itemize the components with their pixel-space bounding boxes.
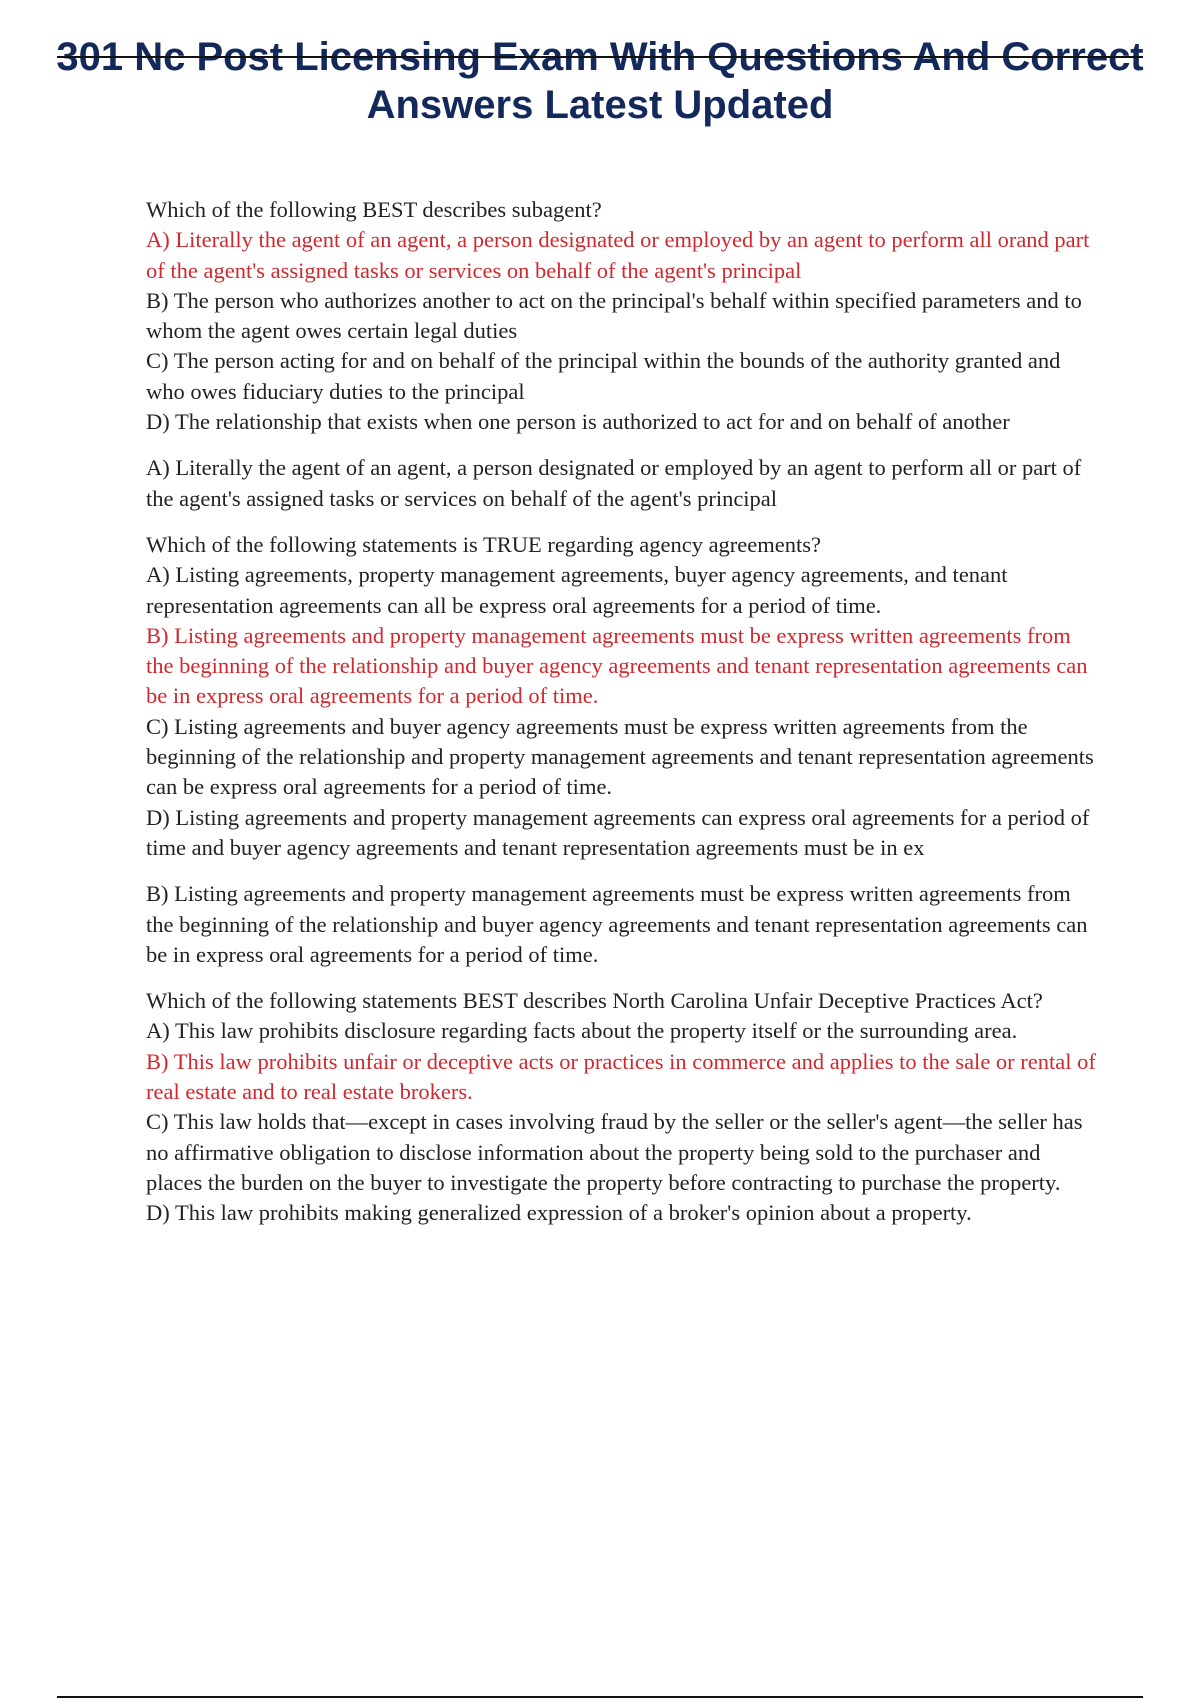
footer-divider	[57, 1696, 1143, 1698]
option-d: D) The relationship that exists when one person is authorized to act for and on behalf of another	[146, 409, 1010, 435]
title-line-2: Answers Latest Updated	[366, 82, 834, 127]
option-d: D) Listing agreements and property management agreements can express oral agreements for a period of time and buyer agency agreements and tenant representation agreements must be in ex	[146, 804, 1090, 860]
question-block-2	[146, 530, 1096, 863]
option-b: B) The person who authorizes another to act on the principal's behalf within specified parameters and to whom the agent owes certain legal duties	[146, 287, 1082, 344]
option-c: C) Listing agreements and buyer agency agreements must be express written agreements from the beginning of the relationship and property management agreements and tenant representation agreements can be express oral agreements for a period of time.	[146, 713, 1094, 800]
answer-block-2	[146, 879, 1096, 970]
question-text: Which of the following BEST describes subagent?	[146, 197, 602, 222]
option-a-correct: A) Literally the agent of an agent, a person designated or employed by an agent to perform all orand part of the agent's assigned tasks or services on behalf of the agent's principal	[146, 227, 1090, 283]
answer-text: A) Literally the agent of an agent, a person designated or employed by an agent to perform all or part of the agent's assigned tasks or services on behalf of the agent's principal	[146, 455, 1082, 511]
answer-block-1	[146, 453, 1096, 514]
document-title	[40, 33, 1160, 129]
question-list	[146, 195, 1096, 1245]
option-a: A) Listing agreements, property management agreements, buyer agency agreements, and tenant representation agreements can all be express oral agreements for a period of time.	[146, 562, 1008, 618]
option-b-correct: B) This law prohibits unfair or deceptive acts or practices in commerce and applies to the sale or rental of real estate and to real estate brokers.	[146, 1048, 1096, 1105]
answer-text: B) Listing agreements and property management agreements must be express written agreements from the beginning of the relationship and buyer agency agreements and tenant representation agreements can be in express oral agreements for a period of time.	[146, 881, 1088, 967]
question-text: Which of the following statements BEST describes North Carolina Unfair Deceptive Practices Act?	[146, 988, 1043, 1014]
option-c: C) The person acting for and on behalf of the principal within the bounds of the authority granted and who owes fiduciary duties to the principal	[146, 348, 1061, 404]
title-line-1: 301 Nc Post Licensing Exam With Questions And Correct	[56, 34, 1144, 79]
question-text: Which of the following statements is TRUE regarding agency agreements?	[146, 531, 821, 557]
option-a: A) This law prohibits disclosure regarding facts about the property itself or the surrounding area.	[146, 1018, 1018, 1044]
option-d: D) This law prohibits making generalized expression of a broker's opinion about a property.	[146, 1200, 972, 1226]
title-divider	[57, 56, 1143, 58]
option-b-correct: B) Listing agreements and property management agreements must be express written agreements from the beginning of the relationship and buyer agency agreements and tenant representation agreements can be in express oral agreements for a period of time.	[146, 622, 1088, 709]
question-block-1	[146, 195, 1096, 437]
question-block-3	[146, 986, 1096, 1228]
option-c: C) This law holds that—except in cases involving fraud by the seller or the seller's agent—the seller has no affirmative obligation to disclose information about the property being sold to the purchaser and places the burden on the buyer to investigate the property before contracting to purchase the property.	[146, 1109, 1083, 1195]
